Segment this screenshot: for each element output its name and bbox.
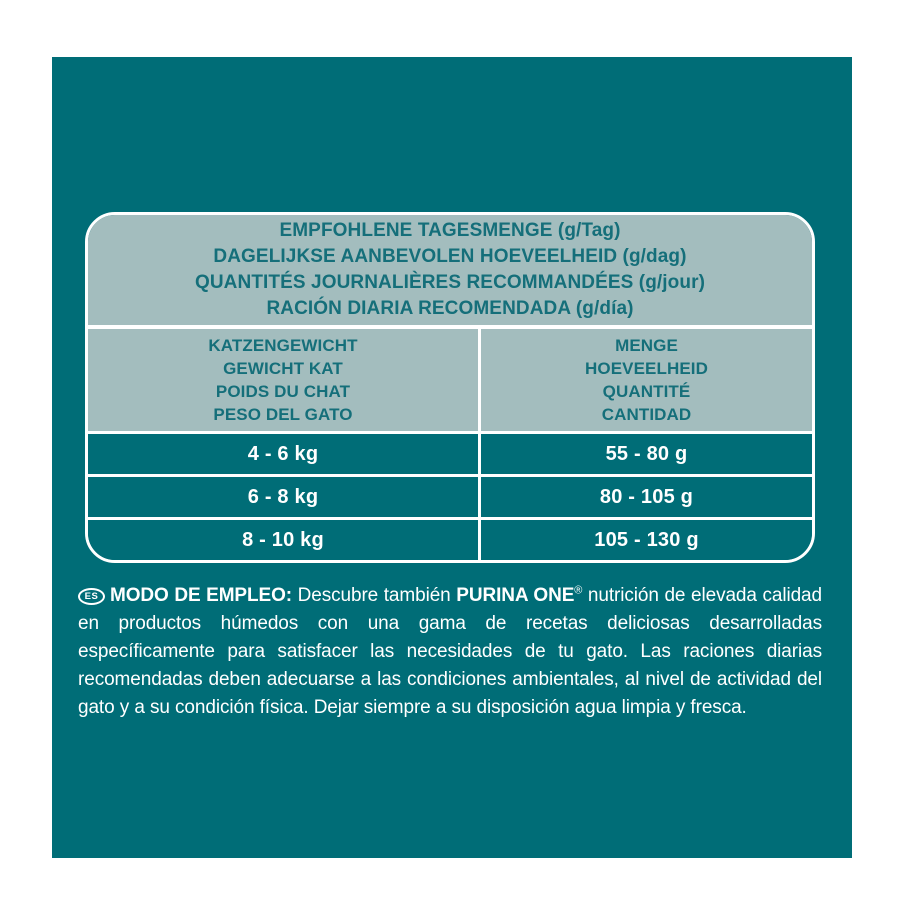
amount-range-cell: 105 - 130 g <box>594 528 699 551</box>
col-amount-de: MENGE <box>615 336 678 355</box>
usage-text-after-brand: nutrición de elevada calidad en productos húmedos con una gama de recetas deliciosas desarrolladas específicamente para satisfacer las necesidades de tu gato. Las raciones diarias recomendadas deben adecuarse a las condiciones ambientales, al nivel de actividad del gato y a su condición física. Dejar siempre a su disposición agua limpia y fresca. <box>78 585 822 718</box>
table-title-fr: QUANTITÉS JOURNALIÈRES RECOMMANDÉES (g/jour) <box>194 272 706 293</box>
col-weight-nl: GEWICHT KAT <box>223 359 343 378</box>
registered-trademark-icon: ® <box>574 584 583 597</box>
amount-range-cell: 55 - 80 g <box>605 442 688 465</box>
table-title-es: RACIÓN DIARIA RECOMENDADA (g/día) <box>266 298 634 319</box>
col-amount-fr: QUANTITÉ <box>602 382 691 401</box>
table-title-multilingual <box>88 215 812 329</box>
col-amount-nl: HOEVEELHEID <box>585 359 708 378</box>
es-language-icon: ES <box>78 588 105 605</box>
table-row <box>88 434 812 477</box>
table-title-nl: DAGELIJKSE AANBEVOLEN HOEVEELHEID (g/dag) <box>213 246 687 267</box>
col-amount-es: CANTIDAD <box>601 405 692 424</box>
column-header-row <box>88 329 812 434</box>
usage-text-before-brand: Descubre también <box>292 585 457 606</box>
table-row <box>88 477 812 520</box>
weight-range-cell: 4 - 6 kg <box>88 434 481 474</box>
table-row <box>88 520 812 560</box>
usage-instructions-paragraph <box>78 582 822 722</box>
col-weight-de: KATZENGEWICHT <box>208 336 358 355</box>
column-header-cat-weight <box>88 329 481 431</box>
amount-range-cell: 80 - 105 g <box>599 485 694 508</box>
table-title-de: EMPFOHLENE TAGESMENGE (g/Tag) <box>279 220 621 241</box>
package-teal-panel <box>52 57 852 858</box>
col-weight-es: PESO DEL GATO <box>213 405 353 424</box>
column-header-amount <box>481 329 812 431</box>
col-weight-fr: POIDS DU CHAT <box>215 382 351 401</box>
brand-name: PURINA ONE <box>456 585 575 606</box>
weight-range-cell: 6 - 8 kg <box>88 477 481 517</box>
usage-intro-bold: MODO DE EMPLEO: <box>110 585 292 606</box>
weight-range-cell: 8 - 10 kg <box>88 520 481 560</box>
feeding-guide-table <box>85 212 815 563</box>
